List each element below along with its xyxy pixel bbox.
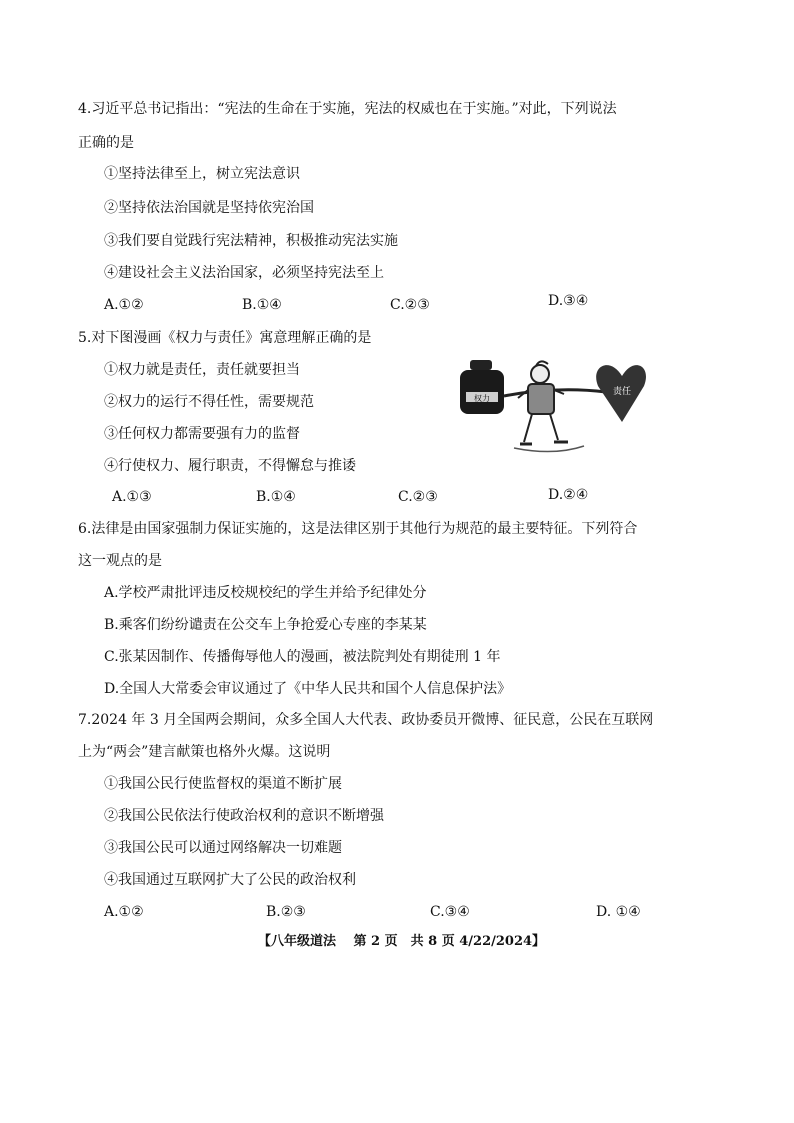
q7-choice-d: D. ①④ [596,904,641,920]
power-weight-icon [460,360,504,414]
q6-stem-line1: 6.法律是由国家强制力保证实施的，这是法律区别于其他行为规范的最主要特征。下列符合 [78,521,638,537]
q4-choice-d: D.③④ [548,293,589,309]
q4-choice-c: C.②③ [390,297,430,313]
q4-item-2: ②坚持依法治国就是坚持依宪治国 [104,200,314,216]
q5-stem: 5.对下图漫画《权力与责任》寓意理解正确的是 [78,330,372,346]
q4-stem-line2: 正确的是 [78,135,134,151]
q5-item-3: ③任何权力都需要强有力的监督 [104,426,300,442]
q7-item-1: ①我国公民行使监督权的渠道不断扩展 [104,776,342,792]
q7-choice-a: A.①② [104,904,144,920]
q5-item-4: ④行使权力、履行职责，不得懈怠与推诿 [104,458,356,474]
q7-stem-line1: 7.2024 年 3 月全国两会期间，众多全国人大代表、政协委员开微博、征民意，公民在互联网 [78,712,654,728]
q5-item-1: ①权力就是责任，责任就要担当 [104,362,300,378]
q7-item-4: ④我国通过互联网扩大了公民的政治权利 [104,872,356,888]
q4-stem-line1: 4.习近平总书记指出：“宪法的生命在于实施，宪法的权威也在于实施。”对此，下列说法 [78,101,617,117]
q7-item-3: ③我国公民可以通过网络解决一切难题 [104,840,342,856]
q6-option-b: B.乘客们纷纷谴责在公交车上争抢爱心专座的李某某 [104,617,427,633]
cartoon-responsibility-label: 责任 [612,387,632,397]
q5-item-2: ②权力的运行不得任性，需要规范 [104,394,314,410]
q6-option-d: D.全国人大常委会审议通过了《中华人民共和国个人信息保护法》 [104,681,512,697]
page-footer: 【八年级道法 第 2 页 共 8 页 4/22/2024】 [258,934,546,949]
q6-option-a: A.学校严肃批评违反校规校纪的学生并给予纪律处分 [104,585,427,601]
q5-choice-b: B.①④ [256,489,296,505]
q4-item-1: ①坚持法律至上，树立宪法意识 [104,166,300,182]
person-carrying-pole-icon [518,361,568,444]
responsibility-heart-icon [596,365,646,422]
q5-choice-a: A.①③ [112,489,152,505]
q4-choice-b: B.①④ [242,297,282,313]
q7-choice-c: C.③④ [430,904,470,920]
q7-choice-b: B.②③ [266,904,306,920]
q6-option-c: C.张某因制作、传播侮辱他人的漫画，被法院判处有期徒刑 1 年 [104,649,501,665]
q6-stem-line2: 这一观点的是 [78,553,162,569]
cartoon-power-label: 权力 [474,394,490,403]
q5-choice-d: D.②④ [548,487,589,503]
q4-choice-a: A.①② [104,297,144,313]
q4-item-4: ④建设社会主义法治国家，必须坚持宪法至上 [104,265,384,281]
q7-item-2: ②我国公民依法行使政治权利的意识不断增强 [104,808,384,824]
q5-choice-c: C.②③ [398,489,438,505]
power-responsibility-cartoon [456,352,652,458]
q7-stem-line2: 上为“两会”建言献策也格外火爆。这说明 [78,744,331,760]
q4-item-3: ③我们要自觉践行宪法精神，积极推动宪法实施 [104,233,398,249]
